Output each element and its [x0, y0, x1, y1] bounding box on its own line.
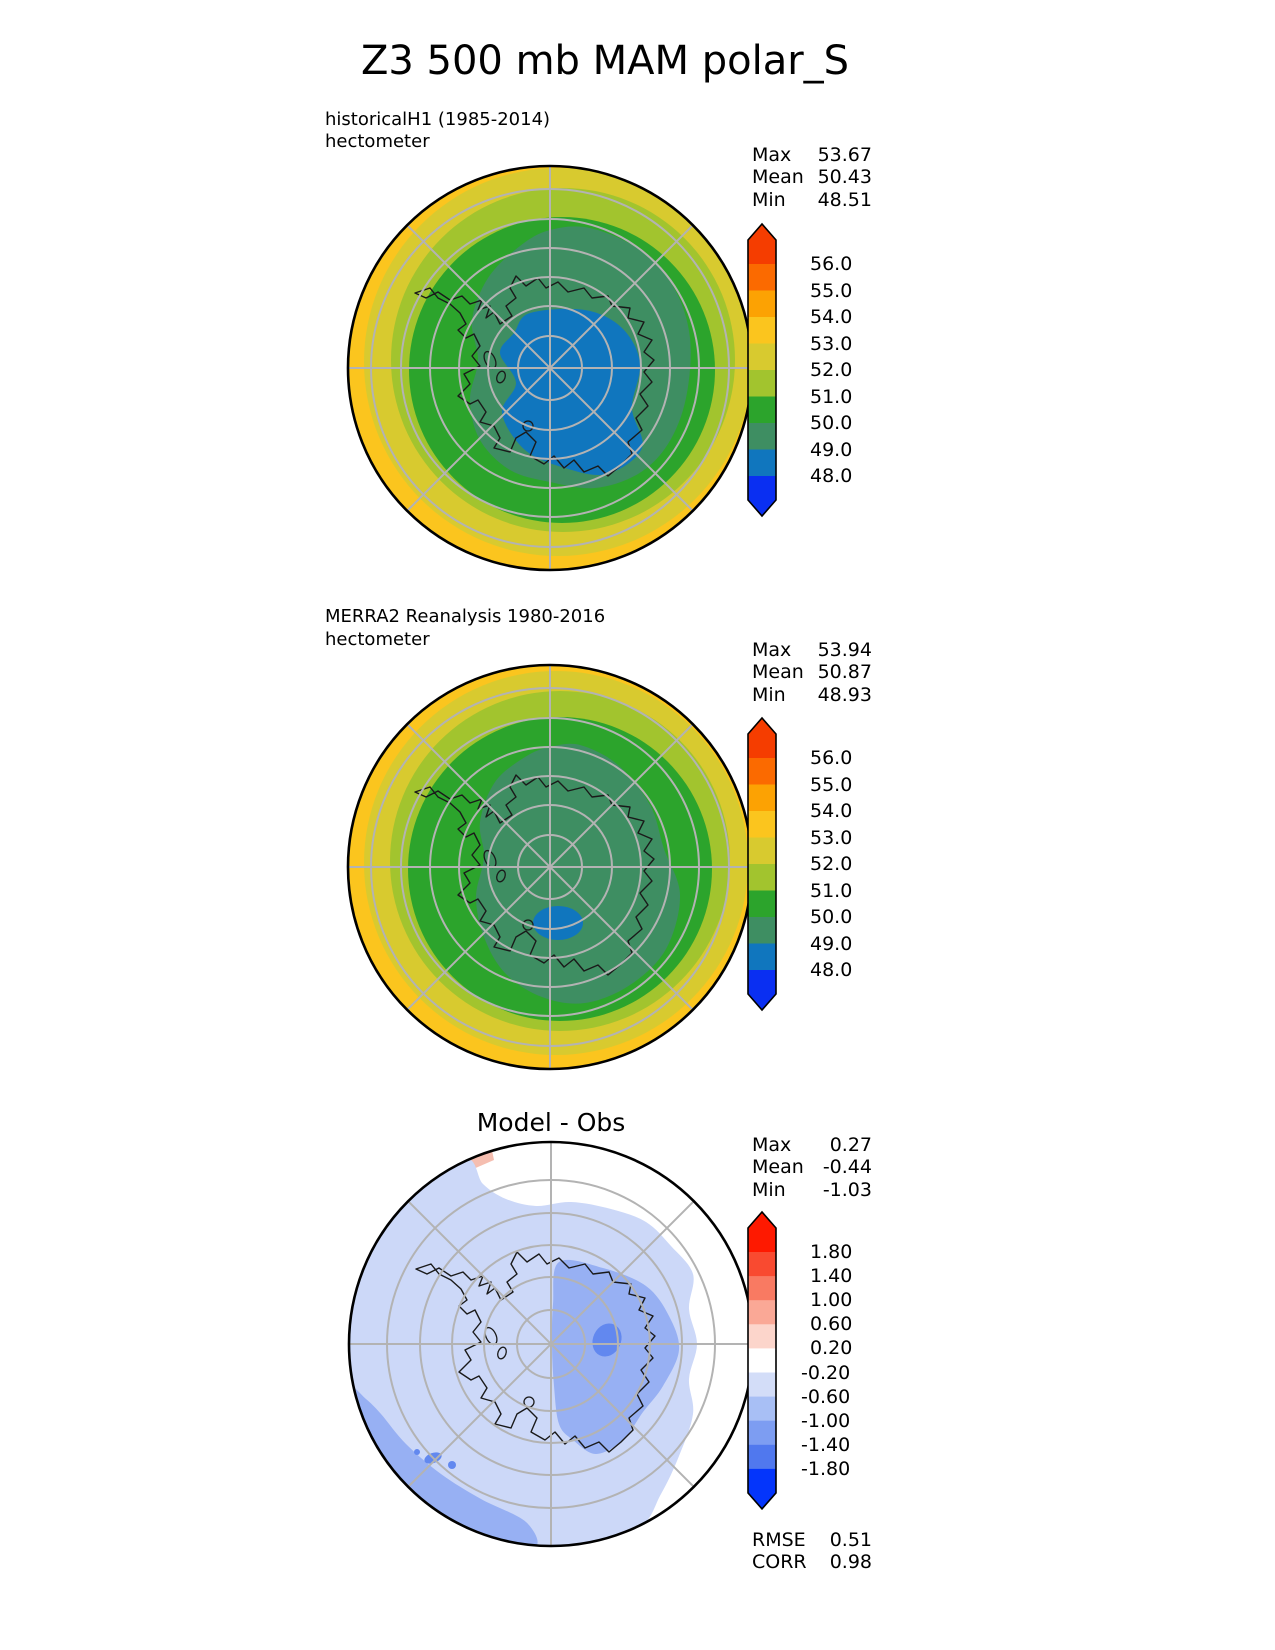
colorbar-band: [748, 423, 776, 450]
obs-panel-colorbar-svg: [745, 715, 779, 1013]
colorbar-tick-label: 50.0: [810, 412, 853, 434]
page-title: Z3 500 mb MAM polar_S: [360, 38, 850, 84]
colorbar-band: [748, 917, 776, 944]
model-panel-colorbar: [745, 221, 779, 519]
colorbar-band: [748, 1372, 776, 1397]
colorbar-tick-label: 51.0: [810, 879, 853, 902]
colorbar-band: [748, 397, 776, 424]
diff-panel-colorbar-svg: [745, 1209, 779, 1512]
colorbar-tick-label: 53.0: [810, 826, 853, 849]
colorbar-band: [748, 1348, 776, 1373]
model-panel-stat-value: 48.51: [817, 189, 872, 211]
colorbar-tick-label: 0.20: [810, 1337, 853, 1360]
colorbar-extend-top: [748, 1212, 776, 1252]
contour-band: [448, 1461, 456, 1469]
colorbar-band: [748, 1445, 776, 1470]
colorbar-tick-label: 1.40: [810, 1265, 853, 1288]
colorbar-tick-label: 0.60: [810, 1313, 853, 1336]
colorbar-extend-bottom: [748, 476, 776, 516]
colorbar-tick-label: 49.0: [810, 438, 853, 461]
colorbar-tick-label: 52.0: [810, 359, 853, 381]
panel1-units: hectometer: [325, 131, 430, 152]
colorbar-tick-label: 48.0: [810, 959, 853, 981]
colorbar-band: [748, 317, 776, 344]
obs-polar-map: [345, 662, 755, 1072]
map-1-svg: [345, 662, 755, 1072]
colorbar-tick-label: -0.60: [801, 1385, 851, 1408]
colorbar-band: [748, 370, 776, 397]
colorbar-tick-label: 54.0: [810, 306, 853, 328]
contour-band: [414, 1449, 420, 1455]
colorbar-tick-label: 52.0: [810, 853, 853, 875]
colorbar-band: [748, 785, 776, 812]
diff-panel-stat-value: -0.44: [822, 1156, 872, 1178]
panel3-title: Model - Obs: [476, 1108, 626, 1137]
map-2-svg: [346, 1139, 756, 1549]
footer-stat-label: RMSE: [752, 1529, 806, 1551]
colorbar-band: [748, 264, 776, 291]
diff-panel-stat-value: 0.27: [829, 1134, 872, 1156]
diff-polar-map: [346, 1139, 756, 1549]
map-0-svg: [345, 163, 755, 573]
model-panel-stat-label: Mean: [752, 166, 804, 188]
colorbar-band: [748, 1300, 776, 1325]
diff-panel-colorbar: [745, 1209, 779, 1512]
colorbar-tick-label: 53.0: [810, 332, 853, 355]
colorbar-band: [748, 758, 776, 785]
colorbar-tick-label: 51.0: [810, 385, 853, 408]
colorbar-tick-label: 50.0: [810, 906, 853, 928]
colorbar-band: [748, 1276, 776, 1301]
obs-panel-stat-label: Min: [752, 684, 786, 706]
colorbar-band: [748, 944, 776, 971]
colorbar-band: [748, 450, 776, 477]
diff-panel-stat-label: Max: [752, 1134, 792, 1156]
colorbar-band: [748, 1397, 776, 1422]
footer-stat-value: 0.51: [829, 1529, 872, 1551]
colorbar-extend-bottom: [748, 970, 776, 1010]
colorbar-tick-label: -1.80: [801, 1457, 851, 1480]
colorbar-tick-label: 48.0: [810, 465, 853, 487]
colorbar-band: [748, 291, 776, 318]
colorbar-band: [748, 1421, 776, 1446]
colorbar-extend-top: [748, 718, 776, 758]
panel1-title: historicalH1 (1985-2014): [325, 109, 551, 130]
colorbar-band: [748, 1252, 776, 1277]
model-panel-stat-label: Min: [752, 189, 786, 211]
obs-panel-colorbar: [745, 715, 779, 1013]
obs-panel-stat-value: 50.87: [817, 661, 872, 683]
colorbar-tick-label: 56.0: [810, 253, 853, 275]
colorbar-tick-label: 55.0: [810, 279, 853, 302]
colorbar-tick-label: -1.40: [801, 1433, 851, 1456]
colorbar-extend-bottom: [748, 1469, 776, 1509]
diff-panel-stat-label: Mean: [752, 1156, 804, 1178]
footer-stat-value: 0.98: [829, 1551, 872, 1573]
colorbar-tick-label: 1.00: [810, 1289, 853, 1312]
diff-panel-stat-label: Min: [752, 1179, 786, 1201]
colorbar-band: [748, 344, 776, 371]
model-polar-map: [345, 163, 755, 573]
diff-panel-stat-value: -1.03: [822, 1179, 872, 1201]
obs-panel-stat-label: Mean: [752, 661, 804, 683]
obs-panel-stat-label: Max: [752, 639, 792, 661]
obs-panel-stat-value: 48.93: [817, 684, 872, 706]
colorbar-band: [748, 811, 776, 838]
colorbar-band: [748, 891, 776, 918]
footer-stat-label: CORR: [752, 1551, 807, 1573]
model-panel-stat-value: 53.67: [817, 144, 872, 166]
colorbar-tick-label: 54.0: [810, 800, 853, 822]
model-panel-colorbar-svg: [745, 221, 779, 519]
colorbar-band: [748, 864, 776, 891]
colorbar-tick-label: 1.80: [810, 1241, 853, 1263]
model-panel-stat-value: 50.43: [817, 166, 872, 188]
colorbar-band: [748, 838, 776, 865]
panel2-title: MERRA2 Reanalysis 1980-2016: [325, 606, 606, 627]
colorbar-tick-label: -0.20: [801, 1361, 851, 1384]
colorbar-tick-label: 55.0: [810, 773, 853, 796]
colorbar-tick-label: -1.00: [801, 1409, 851, 1432]
colorbar-tick-label: 56.0: [810, 747, 853, 769]
model-panel-stat-label: Max: [752, 144, 792, 166]
colorbar-tick-label: 49.0: [810, 932, 853, 955]
obs-panel-stat-value: 53.94: [817, 639, 872, 661]
colorbar-band: [748, 1324, 776, 1349]
colorbar-extend-top: [748, 224, 776, 264]
panel2-units: hectometer: [325, 629, 430, 650]
